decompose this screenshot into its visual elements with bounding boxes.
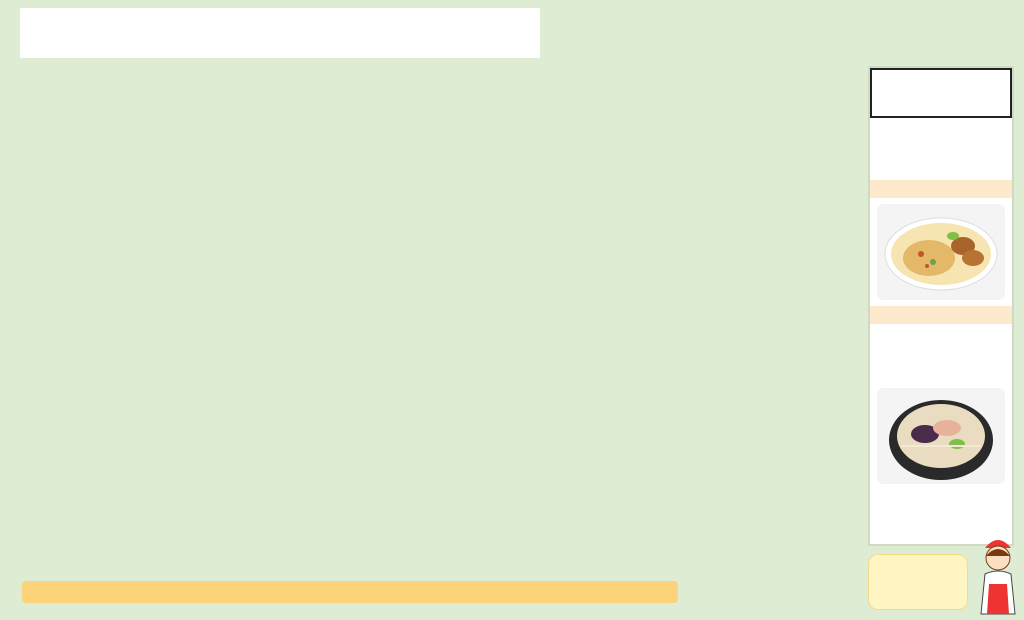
recommend-item-1 — [870, 118, 1012, 180]
udon-bowl-image — [877, 388, 1005, 484]
page-title — [20, 8, 540, 58]
fried-rice-plate-image — [877, 204, 1005, 300]
recommend-item-2 — [870, 324, 1012, 382]
waitress-illustration-icon — [975, 534, 1021, 618]
divider-strip — [870, 306, 1012, 324]
welcome-bubble — [868, 554, 968, 610]
udon-bowl-icon — [881, 388, 1001, 484]
fried-rice-plate-icon — [881, 208, 1001, 296]
menu-change-notice — [22, 581, 678, 603]
recommend-heading — [870, 68, 1012, 118]
weekly-recommend-panel — [868, 66, 1014, 546]
divider-strip — [870, 180, 1012, 198]
